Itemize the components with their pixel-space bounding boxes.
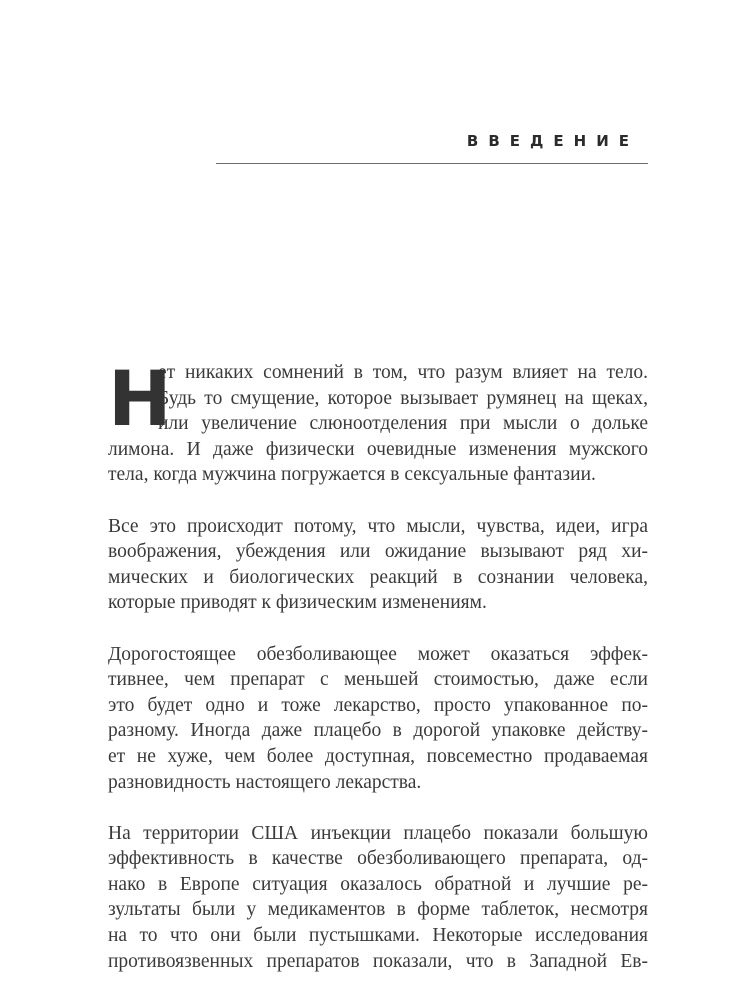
text-line: которые приводят к физическим изменениям. (108, 592, 487, 614)
paragraph-3 (108, 642, 648, 796)
drop-cap: Н (108, 354, 172, 443)
paragraph-1 (108, 354, 648, 488)
text-line: Дорогостоящее обезболивающее может оказаться эффек- (108, 643, 648, 665)
text-line: тивнее, чем препарат с меньшей стоимостью, даже если (108, 669, 648, 691)
chapter-body (108, 354, 648, 1000)
header-divider (216, 163, 648, 164)
chapter-title: ВВЕДЕНИЕ (466, 132, 639, 150)
text-line: разновидность настоящего лекарства. (108, 771, 422, 793)
text-line: На территории США инъекции плацебо показали большую (108, 822, 648, 844)
text-line: Все это происходит потому, что мысли, чувства, идеи, игра (108, 515, 648, 537)
text-line: воображения, убеждения или ожидание вызывают ряд хи- (108, 541, 648, 563)
text-line: ет не хуже, чем более доступная, повсеместно продаваемая (108, 745, 648, 767)
text-line: зультаты были у медикаментов в форме таблеток, несмотря (108, 899, 648, 921)
text-line: на то что они были пустышками. Некоторые исследования (108, 925, 648, 947)
text-line: эффективность в качестве обезболивающего препарата, од- (108, 848, 648, 870)
text-line: Будь то смущение, которое вызывает румянец на щеках, (158, 387, 648, 409)
text-line: нако в Европе ситуация оказалось обратной и лучшие ре- (108, 873, 648, 895)
text-line: тела, когда мужчина погружается в сексуальные фантазии. (108, 464, 596, 486)
text-line: противоязвенных препаратов показали, что в Западной Ев- (108, 950, 648, 972)
text-line: лимона. И даже физически очевидные изменения мужского (108, 438, 648, 460)
text-line: мических и биологических реакций в сознании человека, (108, 566, 648, 588)
text-line: или увеличение слюноотделения при мысли о дольке (158, 413, 648, 435)
text-line: это будет одно и тоже лекарство, просто упакованное по- (108, 694, 648, 716)
text-line: ет никаких сомнений в том, что разум влияет на тело. (158, 362, 648, 383)
paragraph-4 (108, 821, 648, 975)
text-line: разному. Иногда даже плацебо в дорогой упаковке действу- (108, 720, 648, 742)
paragraph-2 (108, 514, 648, 616)
